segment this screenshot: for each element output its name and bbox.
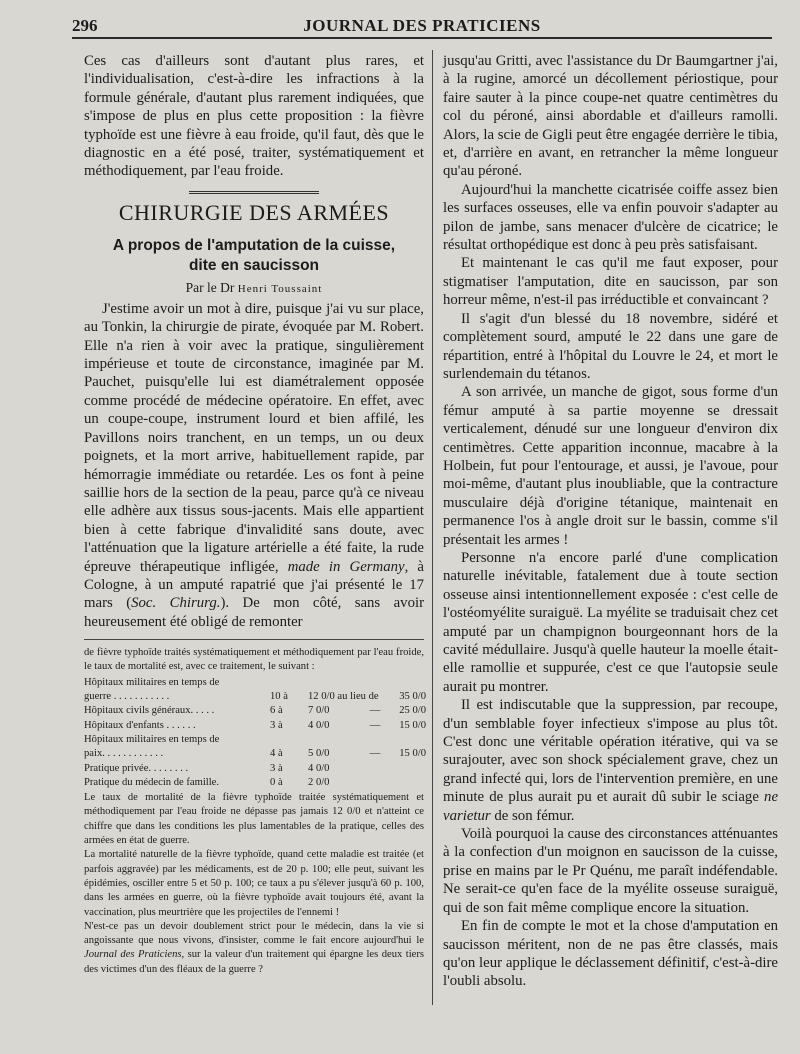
header-rule	[72, 37, 772, 39]
body-paragraph: Voilà pourquoi la cause des circonstances atténuantes à la confection d'un moignon en saucisson de la cuisse, prise en mains par le Pr Quénu, me paraît indéfendable. Ne serait-ce qu'en face de la myélite osseuse suraiguë, qui de son fait même complique encore la situation.	[443, 826, 778, 916]
footnote-paragraph: Le taux de mortalité de la fièvre typhoïde traitée systématiquement et méthodiquement par l'eau froide ne dépasse pas jamais 12 0/0 et n'atteint ce chiffre que dans les conditions les plus lamentables de la pratique, celles des armées en état de guerre.	[84, 792, 424, 847]
table-row: paix. . . . . . . . . . . . 4 à 5 0/0 — 15 0/0	[84, 748, 426, 760]
body-paragraph: Il est indiscutable que la suppression, par recoupe, d'un semblable foyer infectieux s'impose au plus tôt. C'est donc une véritable opération itérative, qui va se surajouter, avec son shock spécialement grave, chez un grand infecté qui, lors de l'intervention première, en une minute de plus aurait pu et aurait dû subir le sciage ne varietur de son fémur.	[443, 697, 779, 824]
footnote-rule	[84, 639, 424, 640]
right-column	[443, 52, 778, 991]
body-paragraph: jusqu'au Gritti, avec l'assistance du Dr Baumgartner j'ai, à la rugine, amorcé un décollement périostique, pour faire sauter à la pince coupe-net quatre centimètres du col du péroné, ainsi abordable et d'ailleurs ramolli. Alors, la scie de Gigli peut être engagée derrière le tibia, et, d'arrière en avant, en retrancher la même longueur qu'au péroné.	[443, 53, 778, 180]
running-title: JOURNAL DES PRATICIENS	[303, 16, 541, 35]
footnote-paragraph: N'est-ce pas un devoir doublement strict pour le médecin, dans la vie si angoissante que nous vivons, d'insister, comme le fait encore aujourd'hui le Journal des Praticiens, sur la valeur d'un traitement qui épargne les deux tiers des victimes d'un des fléaux de la guerre ?	[84, 920, 424, 975]
body-reference: Soc. Chirurg.	[131, 595, 221, 612]
author-name: Henri Toussaint	[237, 282, 323, 295]
footnote-intro: de fièvre typhoïde traités systématiquement et méthodiquement par l'eau froide, le taux de mortalité est, avec ce traitement, le suivant :	[84, 647, 424, 673]
mortality-table	[84, 676, 424, 790]
article-title-line-1: A propos de l'amputation de la cuisse,	[112, 236, 396, 254]
author-prefix: Par le Dr	[185, 279, 235, 295]
body-paragraph: Il s'agit d'un blessé du 18 novembre, sidéré et complètement sourd, amputé le 22 dans une gare de répartition, entré à l'hôpital du Louvre le 24, et mort le surlendemain du tétanos.	[443, 310, 778, 382]
author-byline	[84, 280, 424, 296]
body-italic: made in Germany	[287, 558, 405, 575]
journal-name-italic: Journal des Praticiens	[84, 949, 182, 961]
body-paragraph: Personne n'a encore parlé d'une complication naturelle inévitable, fatalement due à toute section osseuse ainsi intentionnellement exposée : c'est celle de l'ostéomyélite suraiguë. La myélite se traduisait chez cet amputé par un champignon bourgeonnant hors de la cavité médullaire. Jusqu'à quelle hauteur la moelle était-elle ramollie et suppurée, c'est ce que l'autopsie seule aurait pu montrer.	[443, 549, 778, 695]
body-text-end: ). De mon côté, sans avoir heureusement été obligé de remonter	[84, 595, 425, 630]
article-title	[84, 236, 424, 276]
table-row: Hôpitaux civils généraux. . . . . 6 à 7 0/0 — 25 0/0	[84, 705, 426, 717]
body-paragraph: En fin de compte le mot et la chose d'amputation en saucisson méritent, non de ne pas être classés, mais qu'on leur applique le déclassement définitif, c'est-à-dire l'oubli absolu.	[443, 918, 778, 990]
table-row: Hôpitaux militaires en temps de	[84, 733, 220, 745]
footnote	[84, 646, 424, 977]
body-text: J'estime avoir un mot à dire, puisque j'ai vu sur place, au Tonkin, la chirurgie de pirate, évoquée par M. Robert. Elle n'a rien à voir avec la pratique, singulièrement impérieuse et toute de circonstance, imaginée par M. Pauchet, puisqu'elle lui est diamétralement opposée comme procédé de médecine opératoire. En effet, avec un coupe-coupe, instrument lourd et bien affilé, les Pavillons noirs tranchent, en un temps, un ou deux poignets, et la mort arrive, habituellement rapide, par hémorragie immédiate ou retardée. Les os font à peine saillie hors de la section de la peau, parce qu'à ce niveau elle adhère aux tissus sous-jacents. Mais elle appartient bien à cette fabrique d'invalidité sans doute, avec l'atténuation que la ligature artérielle a été faite, la rude épreuve thérapeutique infligée,	[84, 300, 424, 575]
table-row: Hôpitaux d'enfants . . . . . . 3 à 4 0/0 — 15 0/0	[84, 719, 426, 731]
column-divider	[432, 50, 433, 1005]
body-italic: ne varietur	[443, 789, 779, 824]
table-row: Pratique du médecin de famille. 0 à 2 0/0	[84, 776, 330, 788]
table-row: guerre . . . . . . . . . . . 10 à 12 0/0 au lieu de 35 0/0	[84, 691, 426, 703]
section-title: CHIRURGIE DES ARMÉES	[118, 199, 390, 225]
body-text-cont: , à Cologne, à un amputé rapatrié que j'ai présenté le 17 mars (	[84, 558, 425, 612]
body-paragraph: A son arrivée, un manche de gigot, sous forme d'un fémur amputé à sa partie moyenne se dressait verticalement, dénudé sur une longueur d'environ dix centimètres. Cette apparition inconnue, macabre à la Holbein, fut pour l'entourage, et aussi, je l'avoue, pour moi-même, d'autant plus inoubliable, que la contracture musculaire déjà d'origine tétanique, maintenait en permanence l'os à angle droit sur le bassin, comme s'il présentait les armes !	[443, 384, 778, 548]
article-title-line-2: dite en saucisson	[188, 256, 320, 274]
article-body-paragraph	[84, 300, 424, 631]
body-paragraph: Et maintenant le cas qu'il me faut exposer, pour stigmatiser l'amputation, dite en saucisson, par son horreur même, n'est-il pas irréductible et convaincant ?	[443, 255, 778, 309]
table-row: Pratique privée. . . . . . . . 3 à 4 0/0	[84, 762, 330, 774]
page-number: 296	[72, 16, 98, 35]
left-column	[84, 52, 424, 977]
section-separator	[189, 191, 319, 194]
table-row: Hôpitaux militaires en temps de	[84, 676, 220, 688]
body-paragraph: Aujourd'hui la manchette cicatrisée coiffe assez bien les surfaces osseuses, elle va enfin pouvoir s'adapter au pilon de jambe, sans menacer d'ulcère de cicatrice; le résultat orthopédique est donc à peu près satisfaisant.	[443, 181, 778, 254]
intro-paragraph: Ces cas d'ailleurs sont d'autant plus rares, et l'individualisation, c'est-à-dire les infractions à la formule générale, d'autant plus rarement indiquées, que s'impose de plus en plus cette proposition : la fièvre typhoïde est une fièvre à eau froide, qu'il faut, dès que le diagnostic en a été posé, traiter, systématiquement et méthodiquement, par l'eau froide.	[84, 53, 424, 180]
footnote-paragraph: La mortalité naturelle de la fièvre typhoïde, quand cette maladie est traitée (et parfois aggravée) par les médicaments, est de 20 p. 100; elle peut, suivant les épidémies, osciller entre 5 et 50 p. 100; ce taux a pu s'élever jusqu'à 60 p. 100, dans les armées en guerre, où la fièvre typhoïde avait toujours été, avant la vaccination, plus meurtrière que les projectiles de l'ennemi !	[84, 849, 424, 918]
